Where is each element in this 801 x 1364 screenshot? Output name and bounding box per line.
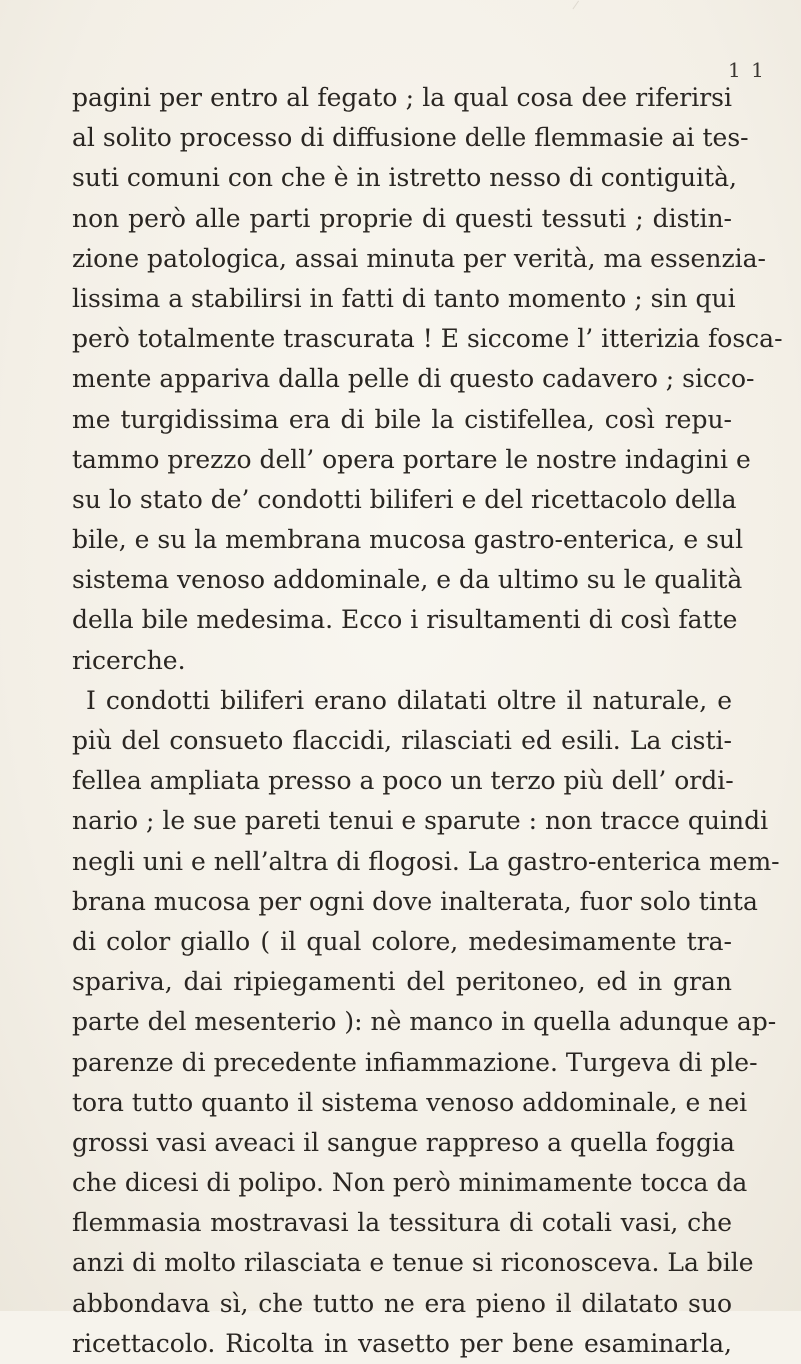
body-text — [72, 78, 783, 1364]
text-line: che dicesi di polipo. Non però minimamente tocca da — [72, 1168, 748, 1198]
text-line: brana mucosa per ogni dove inalterata, fuor solo tinta — [72, 886, 758, 916]
text-line: negli uni e nell’altra di flogosi. La gastro-enterica mem- — [72, 846, 780, 876]
text-line: nario ; le sue pareti tenui e sparute : non tracce quindi — [72, 806, 769, 836]
text-line: tora tutto quanto il sistema venoso addominale, e nei — [72, 1087, 748, 1117]
page-number: 1 1 — [728, 58, 766, 82]
text-line: spariva, dai ripiegamenti del peritoneo, ed in gran — [72, 967, 732, 997]
text-line: tammo prezzo dell’ opera portare le nostre indagini e — [72, 444, 751, 474]
text-line: fellea ampliata presso a poco un terzo più dell’ ordi- — [72, 766, 734, 796]
text-line: lissima a stabilirsi in fatti di tanto momento ; sin qui — [72, 283, 736, 313]
text-line: mente appariva dalla pelle di questo cadavero ; sicco- — [72, 364, 755, 394]
text-line: pagini per entro al fegato ; la qual cosa dee riferirsi — [72, 83, 732, 112]
text-line: parenze di precedente infiammazione. Turgeva di ple- — [72, 1047, 758, 1077]
text-line: più del consueto flaccidi, rilasciati ed esili. La cisti- — [72, 726, 732, 755]
text-line: anzi di molto rilasciata e tenue si riconosceva. La bile — [72, 1248, 754, 1278]
text-line: però totalmente trascurata ! E siccome l’ itterizia fosca- — [72, 324, 783, 354]
text-line: grossi vasi aveaci il sangue rappreso a quella foggia — [72, 1127, 735, 1157]
text-line: bile, e su la membrana mucosa gastro-enterica, e sul — [72, 525, 744, 555]
text-line: della bile medesima. Ecco i risultamenti di così fatte — [72, 605, 738, 635]
text-line: me turgidissima era di bile la cistifellea, così repu- — [72, 404, 732, 434]
text-line: parte del mesenterio ): nè manco in quella adunque ap- — [72, 1007, 777, 1037]
text-line: flemmasia mostravasi la tessitura di cotali vasi, che — [72, 1208, 732, 1238]
text-line: abbondava sì, che tutto ne era pieno il dilatato suo — [72, 1288, 732, 1318]
text-line: non però alle parti proprie di questi tessuti ; distin- — [72, 203, 732, 233]
text-line: di color giallo ( il qual colore, medesimamente tra- — [72, 926, 732, 956]
text-line: ricettacolo. Ricolta in vasetto per bene esaminarla, — [72, 1328, 732, 1358]
text-line: ricerche. — [72, 645, 186, 675]
text-line: al solito processo di diffusione delle flemmasie ai tes- — [72, 123, 749, 153]
text-line: zione patologica, assai minuta per verità, ma essenzia- — [72, 243, 766, 273]
text-line: suti comuni con che è in istretto nesso di contiguità, — [72, 163, 737, 193]
text-line: I condotti biliferi erano dilatati oltre il naturale, e — [86, 685, 732, 715]
paper-mark — [572, 1, 590, 18]
text-line: su lo stato de’ condotti biliferi e del ricettacolo della — [72, 484, 737, 514]
text-line: sistema venoso addominale, e da ultimo su le qualità — [72, 565, 743, 595]
